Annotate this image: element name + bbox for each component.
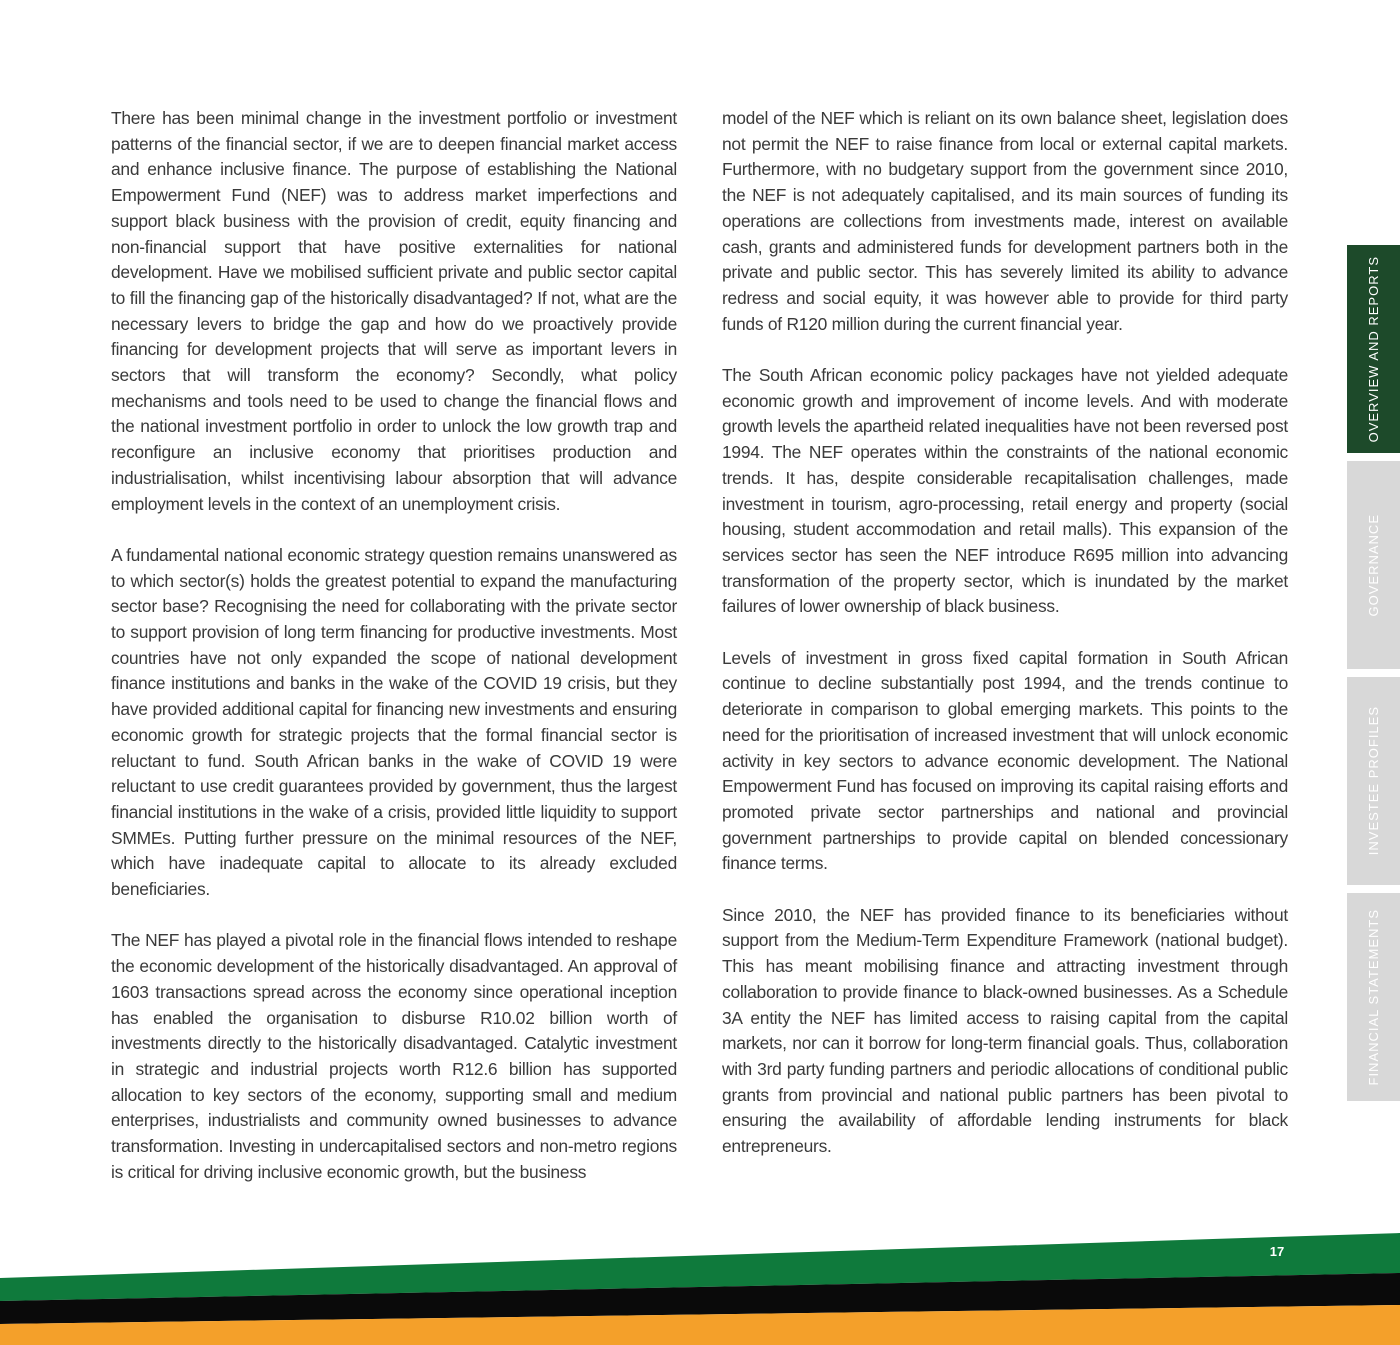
- section-tab-label: FINANCIAL STATEMENTS: [1366, 908, 1381, 1086]
- footer-stripes: [0, 1225, 1400, 1345]
- section-tab-label: INVESTEE PROFILES: [1366, 706, 1381, 856]
- paragraph: Levels of investment in gross fixed capital formation in South African continue to decline substantially post 1994, and the trends continue to deteriorate in comparison to global emerging markets. This points to the need for the prioritisation of increased investment that will unlock economic activity in key sectors to advance economic development. The National Empowerment Fund has focused on improving its capital raising efforts and promoted private sector partnerships and national and provincial government partnerships to provide capital on blended concessionary finance terms.: [722, 647, 1288, 874]
- section-tab-financial-statements[interactable]: [1347, 893, 1400, 1101]
- section-tab-overview-and-reports[interactable]: [1347, 245, 1400, 453]
- paragraph: There has been minimal change in the investment portfolio or investment patterns of the financial sector, if we are to deepen financial market access and enhance inclusive finance. The purpose of establishing the National Empowerment Fund (NEF) was to address market imperfections and support black business with the provision of credit, equity financing and non-financial support that have positive externalities for national development. Have we mobilised sufficient private and public sector capital to fill the financing gap of the historically disadvantaged? If not, what are the necessary levers to bridge the gap and how do we proactively provide financing for development projects that will serve as important levers in sectors that will transform the economy? Secondly, what policy mechanisms and tools need to be used to change the financial flows and the national investment portfolio in order to unlock the low growth trap and reconfigure an inclusive economy that prioritises production and industrialisation, whilst incentivising labour absorption that will advance employment levels in the context of an unemployment crisis.: [111, 108, 677, 514]
- paragraph: A fundamental national economic strategy question remains unanswered as to which sector(s) holds the greatest potential to expand the manufacturing sector base? Recognising the need for collaborating with the private sector to support provision of long term financing for productive investments. Most countries have not only expanded the scope of national development finance institutions and banks in the wake of the COVID 19 crisis, but they have provided additional capital for financing new investments and ensuring economic growth for strategic projects that the formal financial sector is reluctant to fund. South African banks in the wake of COVID 19 were reluctant to use credit guarantees provided by government, thus the largest financial institutions in the wake of a crisis, provided little liquidity to support SMMEs. Putting further pressure on the minimal resources of the NEF, which have inadequate capital to allocate to its already excluded beneficiaries.: [111, 544, 677, 900]
- left-text-column: [111, 106, 677, 1186]
- section-tab-label: OVERVIEW AND REPORTS: [1366, 255, 1381, 443]
- paragraph: The South African economic policy packages have not yielded adequate economic growth and improvement of income levels. And with moderate growth levels the apartheid related inequalities have not been reversed post 1994. The NEF operates within the constraints of the national economic trends. It has, despite considerable recapitalisation challenges, made investment in tourism, agro-processing, retail energy and property (social housing, student accommodation and retail malls). This expansion of the services sector has seen the NEF introduce R695 million into advancing transformation of the property sector, which is inundated by the market failures of lower ownership of black business.: [722, 365, 1288, 617]
- section-tab-label: GOVERNANCE: [1366, 513, 1381, 617]
- section-tab-governance[interactable]: [1347, 461, 1400, 669]
- paragraph: The NEF has played a pivotal role in the financial flows intended to reshape the economic development of the historically disadvantaged. An approval of 1603 transactions spread across the economy since operational inception has enabled the organisation to disburse R10.02 billion worth of investments directly to the historically disadvantaged. Catalytic investment in strategic and industrial projects worth R12.6 billion has supported allocation to key sectors of the economy, supporting small and medium enterprises, industrialists and community owned businesses to advance transformation. Investing in undercapitalised sectors and non-metro regions is critical for driving inclusive economic growth, but the business: [111, 930, 677, 1182]
- right-text-column: [722, 106, 1288, 1160]
- paragraph: Since 2010, the NEF has provided finance to its beneficiaries without support from the Medium-Term Expenditure Framework (national budget). This has meant mobilising finance and attracting investment through collaboration to provide finance to black-owned businesses. As a Schedule 3A entity the NEF has limited access to raising capital from the capital markets, nor can it borrow for long-term financial goals. Thus, collaboration with 3rd party funding partners and periodic allocations of conditional public grants from provincial and national public partners has been pivotal to ensuring the availability of affordable lending instruments for black entrepreneurs.: [722, 904, 1288, 1157]
- paragraph: model of the NEF which is reliant on its own balance sheet, legislation does not permit the NEF to raise finance from local or external capital markets. Furthermore, with no budgetary support from the government since 2010, the NEF is not adequately capitalised, and its main sources of funding its operations are collections from investments made, interest on available cash, grants and administered funds for development partners both in the private and public sector. This has severely limited its ability to advance redress and social equity, it was however able to provide for third party funds of R120 million during the current financial year.: [722, 108, 1288, 334]
- section-tab-investee-profiles[interactable]: [1347, 677, 1400, 885]
- page-number: 17: [1269, 1244, 1285, 1259]
